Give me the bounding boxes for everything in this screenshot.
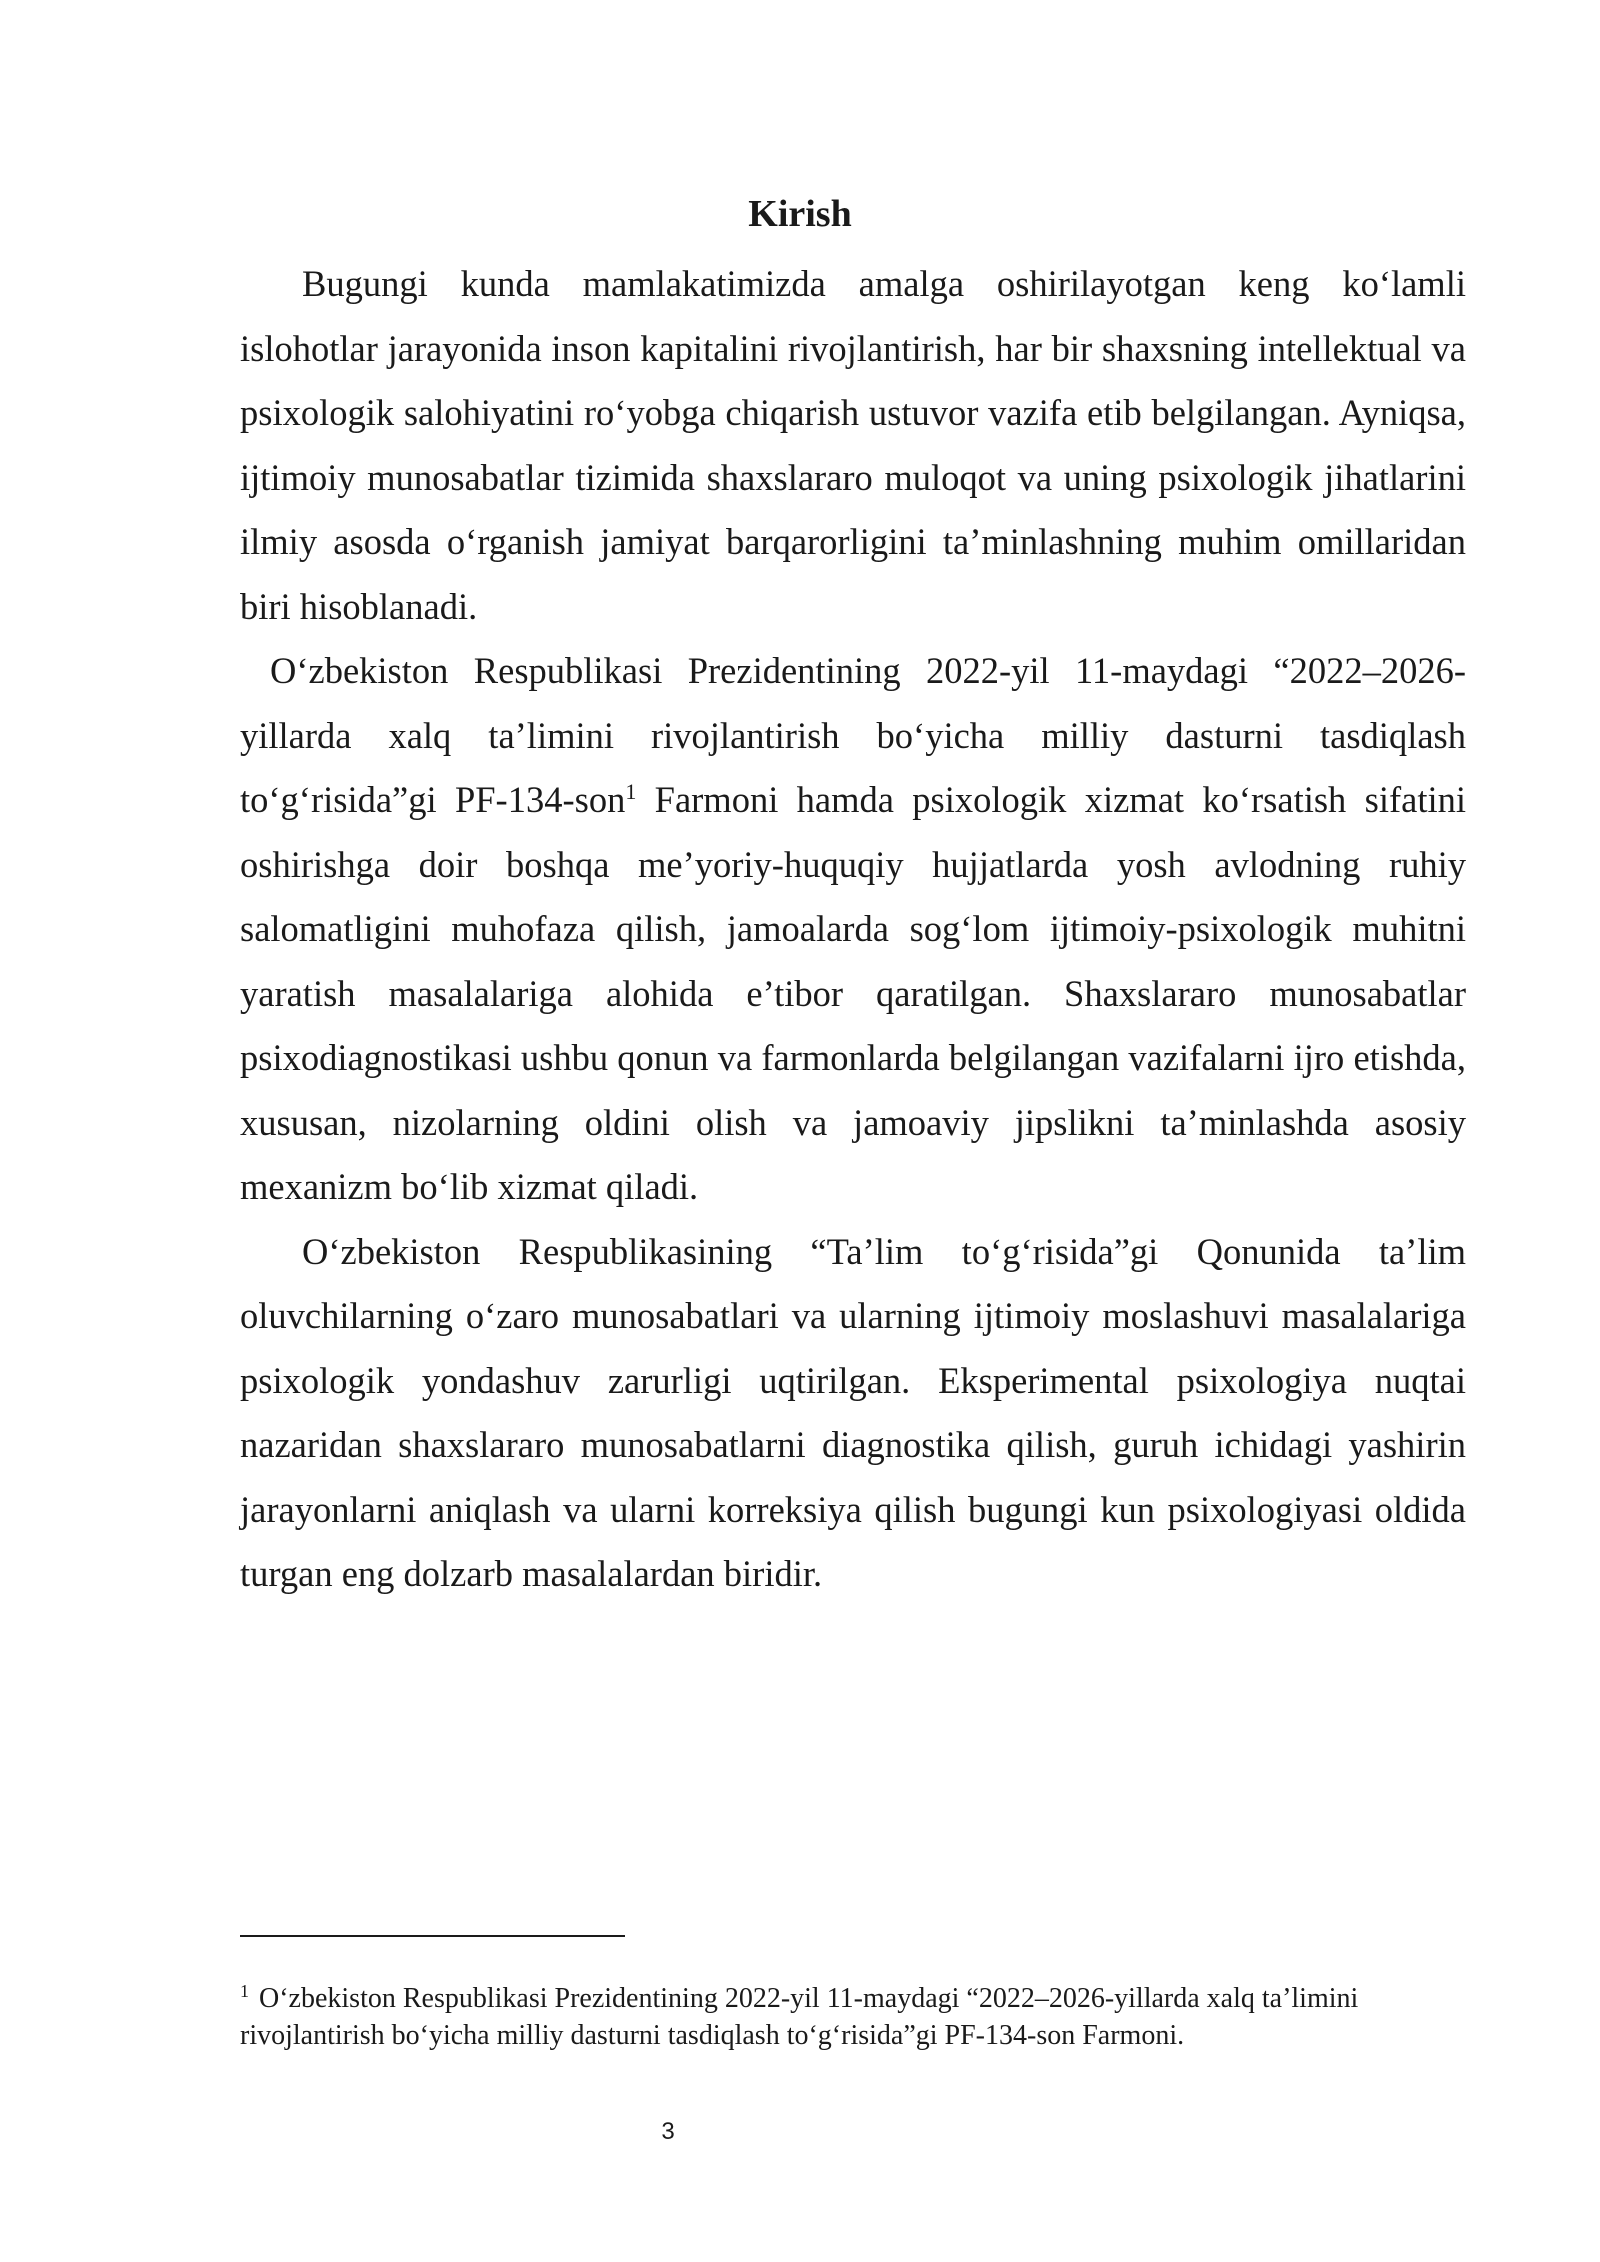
footnote-mark: 1 <box>240 1980 249 2001</box>
footnote-text: O‘zbekiston Respublikasi Prezidentining 2022-yil 11-maydagi “2022–2026-yillarda xalq ta’limini rivojlantirish bo‘yicha milliy dasturni tasdiqlash to‘g‘risida”gi PF-134-son Farmoni. <box>240 1983 1359 2051</box>
body-text <box>240 252 1466 1607</box>
paragraph-3: O‘zbekiston Respublikasining “Ta’lim to‘g‘risida”gi Qonunida ta’lim oluvchilarning o‘zaro munosabatlari va ularning ijtimoiy moslashuvi masalalariga psixologik yondashuv zarurligi uqtirilgan. Eksperimental psixologiya nuqtai nazaridan shaxslararo munosabatlarni diagnostika qilish, guruh ichidagi yashirin jarayonlarni aniqlash va ularni korreksiya qilish bugungi kun psixologiyasi oldida turgan eng dolzarb masalalardan biridir. <box>240 1230 1466 1594</box>
paragraph-2-before-ref: O‘zbekiston Respublikasi Prezidentining 2022-yil 11-maydagi “2022–2026-yillarda xalq ta’limini rivojlantirish bo‘yicha milliy dasturni tasdiqlash to‘g‘risida”gi PF-134-son <box>240 650 1466 820</box>
footnote <box>240 1980 1466 2054</box>
footnote-separator <box>240 1935 625 1937</box>
page-number: 3 <box>661 2118 675 2145</box>
section-heading: Kirish <box>748 193 852 235</box>
paragraph-2 <box>240 639 1466 1220</box>
paragraph-2-after-ref: Farmoni hamda psixologik xizmat ko‘rsatish sifatini oshirishga doir boshqa me’yoriy-huquqiy hujjatlarda yosh avlodning ruhiy salomatligini muhofaza qilish, jamoalarda sog‘lom ijtimoiy-psixologik muhitni yaratish masalalariga alohida e’tibor qaratilgan. Shaxslararo munosabatlar psixodiagnostikasi ushbu qonun va farmonlarda belgilangan vazifalarni ijro etishda, xususan, nizolarning oldini olish va jamoaviy jipslikni ta’minlashda asosiy mexanizm bo‘lib xizmat qiladi. <box>240 779 1466 1207</box>
paragraph-1: Bugungi kunda mamlakatimizda amalga oshirilayotgan keng ko‘lamli islohotlar jarayonida inson kapitalini rivojlantirish, har bir shaxsning intellektual va psixologik salohiyatini ro‘yobga chiqarish ustuvor vazifa etib belgilangan. Ayniqsa, ijtimoiy munosabatlar tizimida shaxslararo muloqot va uning psixologik jihatlarini ilmiy asosda o‘rganish jamiyat barqarorligini ta’minlashning muhim omillaridan biri hisoblanadi. <box>240 263 1466 627</box>
footnote-reference[interactable]: 1 <box>625 778 637 804</box>
